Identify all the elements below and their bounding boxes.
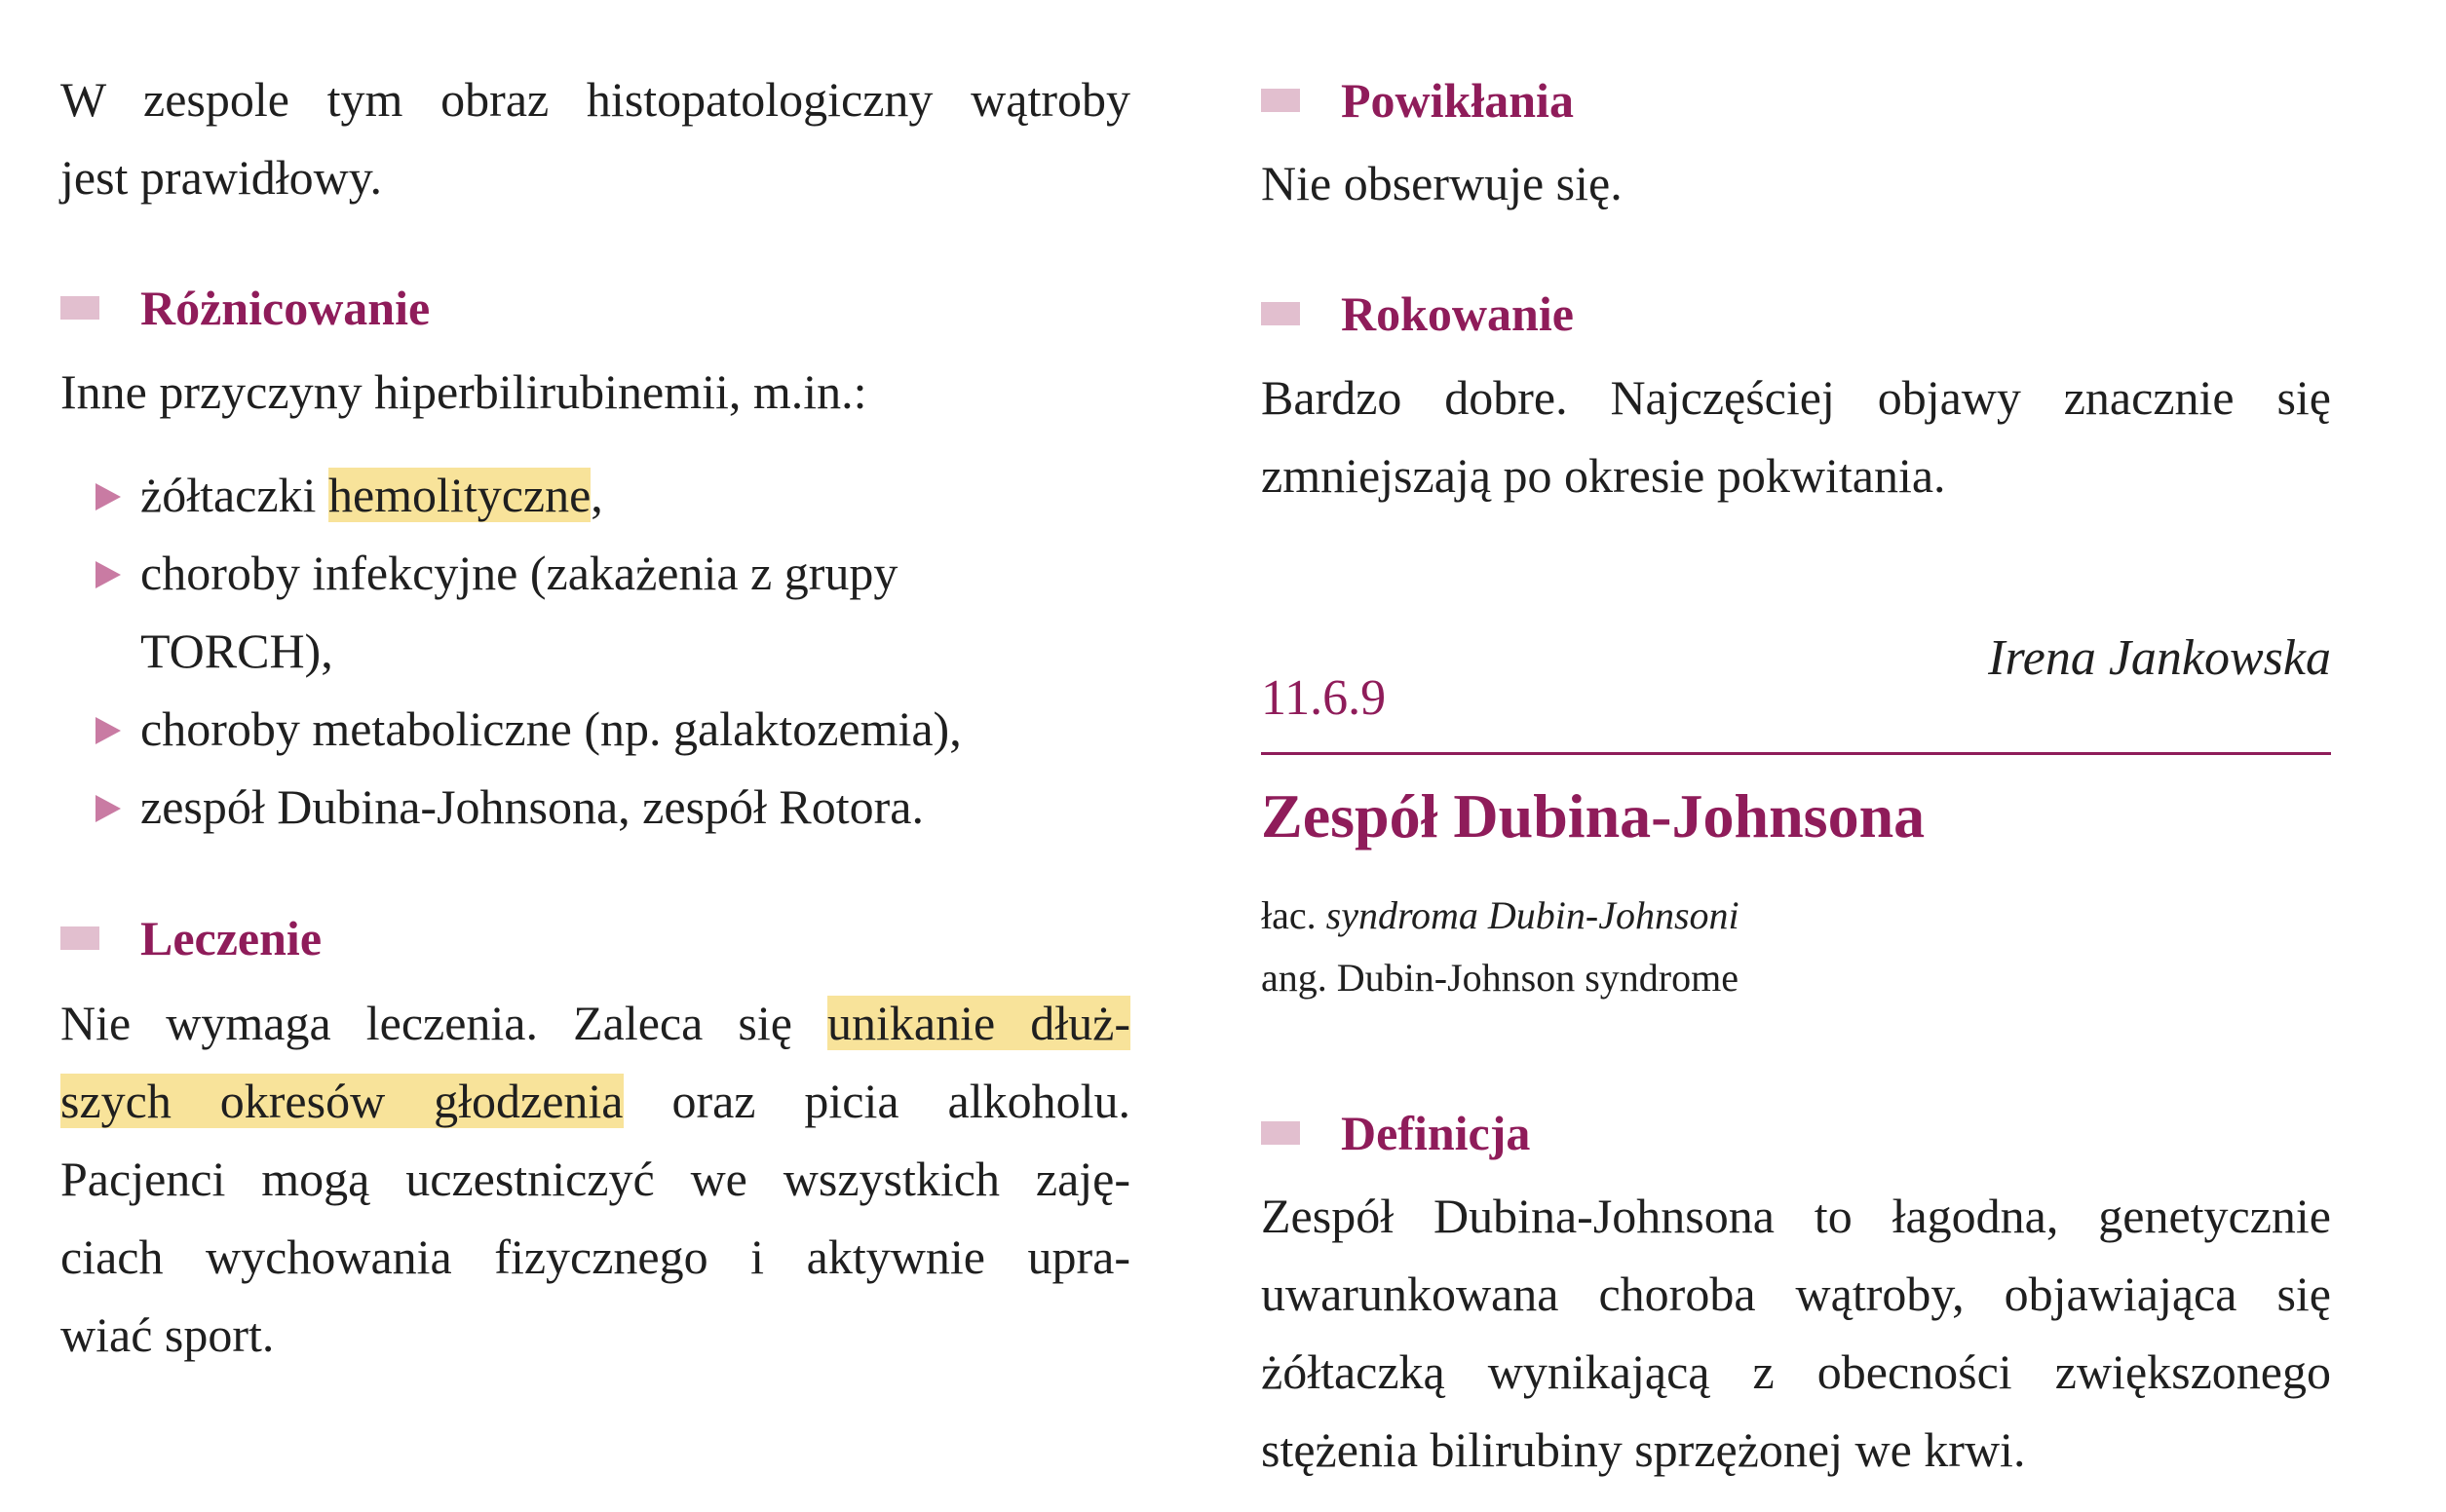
english-name: ang. Dubin-Johnson syndrome — [1261, 956, 1739, 1000]
section-title-leczenie: Leczenie — [140, 911, 323, 965]
section-marker-icon — [60, 296, 99, 320]
leczenie-line-3: Pacjenci mogą uczestniczyć we wszystkich zaję- — [60, 1152, 1130, 1206]
list-item-line-1: choroby infekcyjne (zakażenia z grupy — [140, 546, 898, 600]
section-heading-roznicowanie — [60, 274, 430, 342]
leczenie-text: oraz picia alkoholu. — [623, 1074, 1130, 1128]
list-item — [60, 690, 1130, 768]
list-item — [60, 456, 1130, 534]
section-heading-rokowanie — [1261, 280, 1574, 348]
latin-name — [1261, 885, 1739, 947]
highlighted-text: hemolityczne — [327, 468, 592, 522]
highlighted-text: szych okresów głodzenia — [60, 1074, 624, 1128]
intro-paragraph — [60, 60, 1130, 216]
powiklania-text: Nie obserwuje się. — [1261, 156, 1623, 210]
highlighted-text: unikanie dłuż- — [827, 996, 1130, 1050]
intro-line-2: jest prawidłowy. — [60, 150, 383, 205]
definicja-paragraph — [1261, 1177, 2331, 1489]
section-title-powiklania: Powikłania — [1341, 73, 1574, 128]
triangle-bullet-icon — [96, 717, 121, 744]
intro-line-1: W zespole tym obraz histopatologiczny wątroby — [60, 72, 1130, 127]
author-name: Irena Jankowska — [1988, 630, 2331, 686]
definicja-line-2: uwarunkowana choroba wątroby, objawiająca się — [1261, 1266, 2331, 1321]
section-marker-icon — [1261, 1121, 1300, 1145]
rokowanie-line-2: zmniejszają po okresie pokwitania. — [1261, 448, 1946, 503]
chapter-names — [1261, 885, 1739, 1009]
section-heading-definicja — [1261, 1099, 1530, 1167]
leczenie-text: Nie wymaga leczenia. Zaleca się — [60, 996, 827, 1050]
leczenie-paragraph — [60, 984, 1130, 1374]
section-marker-icon — [60, 926, 99, 950]
rokowanie-line-1: Bardzo dobre. Najczęściej objawy znacznie się — [1261, 370, 2331, 425]
triangle-bullet-icon — [96, 795, 121, 822]
section-marker-icon — [1261, 302, 1300, 325]
triangle-bullet-icon — [96, 561, 121, 588]
section-heading-powiklania — [1261, 66, 1574, 134]
roznicowanie-lead: Inne przyczyny hiperbilirubinemii, m.in.: — [60, 364, 867, 419]
section-title-roznicowanie: Różnicowanie — [140, 281, 431, 335]
roznicowanie-list — [60, 456, 1130, 846]
list-item-text: choroby metaboliczne (np. galaktozemia), — [140, 701, 962, 756]
definicja-line-3: żółtaczką wynikającą z obecności zwiększonego — [1261, 1344, 2331, 1399]
section-marker-icon — [1261, 89, 1300, 112]
chapter-number: 11.6.9 — [1261, 670, 1387, 726]
list-item-line-2: TORCH), — [140, 624, 333, 678]
rokowanie-paragraph — [1261, 359, 2331, 514]
latin-term: syndroma Dubin-Johnsoni — [1325, 893, 1739, 937]
chapter-divider — [1261, 752, 2331, 755]
leczenie-line-1 — [60, 984, 1130, 1062]
triangle-bullet-icon — [96, 483, 121, 510]
leczenie-line-2 — [60, 1062, 1130, 1140]
list-item — [60, 534, 1130, 690]
chapter-title: Zespół Dubina-Johnsona — [1261, 781, 1926, 850]
section-title-definicja: Definicja — [1341, 1106, 1531, 1160]
definicja-line-1: Zespół Dubina-Johnsona to łagodna, genetycznie — [1261, 1189, 2331, 1243]
list-item — [60, 768, 1130, 846]
list-item-text: zespół Dubina-Johnsona, zespół Rotora. — [140, 779, 925, 834]
leczenie-line-4: ciach wychowania fizycznego i aktywnie upra- — [60, 1229, 1130, 1284]
latin-prefix: łac. — [1261, 893, 1326, 937]
definicja-line-4: stężenia bilirubiny sprzężonej we krwi. — [1261, 1422, 2026, 1477]
list-item-text-after: , — [591, 468, 603, 522]
section-title-rokowanie: Rokowanie — [1341, 286, 1574, 341]
section-heading-leczenie — [60, 904, 322, 972]
leczenie-line-5: wiać sport. — [60, 1307, 275, 1362]
list-item-text-before: żółtaczki — [140, 468, 328, 522]
